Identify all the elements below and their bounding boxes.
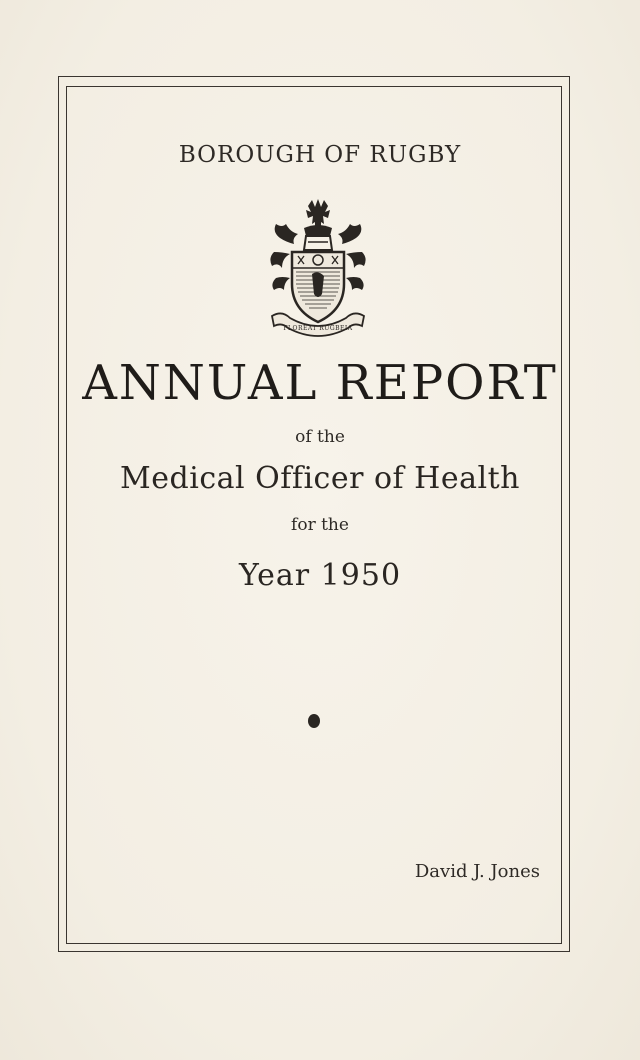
borough-heading: BOROUGH OF RUGBY [178,142,462,168]
dot-ornament-icon [308,714,320,728]
of-the-text: of the [295,427,345,447]
report-year: Year 1950 [238,558,402,593]
author-name: David J. Jones [414,861,540,882]
report-title: ANNUAL REPORT [82,355,558,411]
for-the-text: for the [291,515,349,535]
coat-of-arms-icon [268,198,368,340]
crest-motto: FLOREAT RUGBEIA [283,325,353,332]
officer-title: Medical Officer of Health [120,461,520,496]
